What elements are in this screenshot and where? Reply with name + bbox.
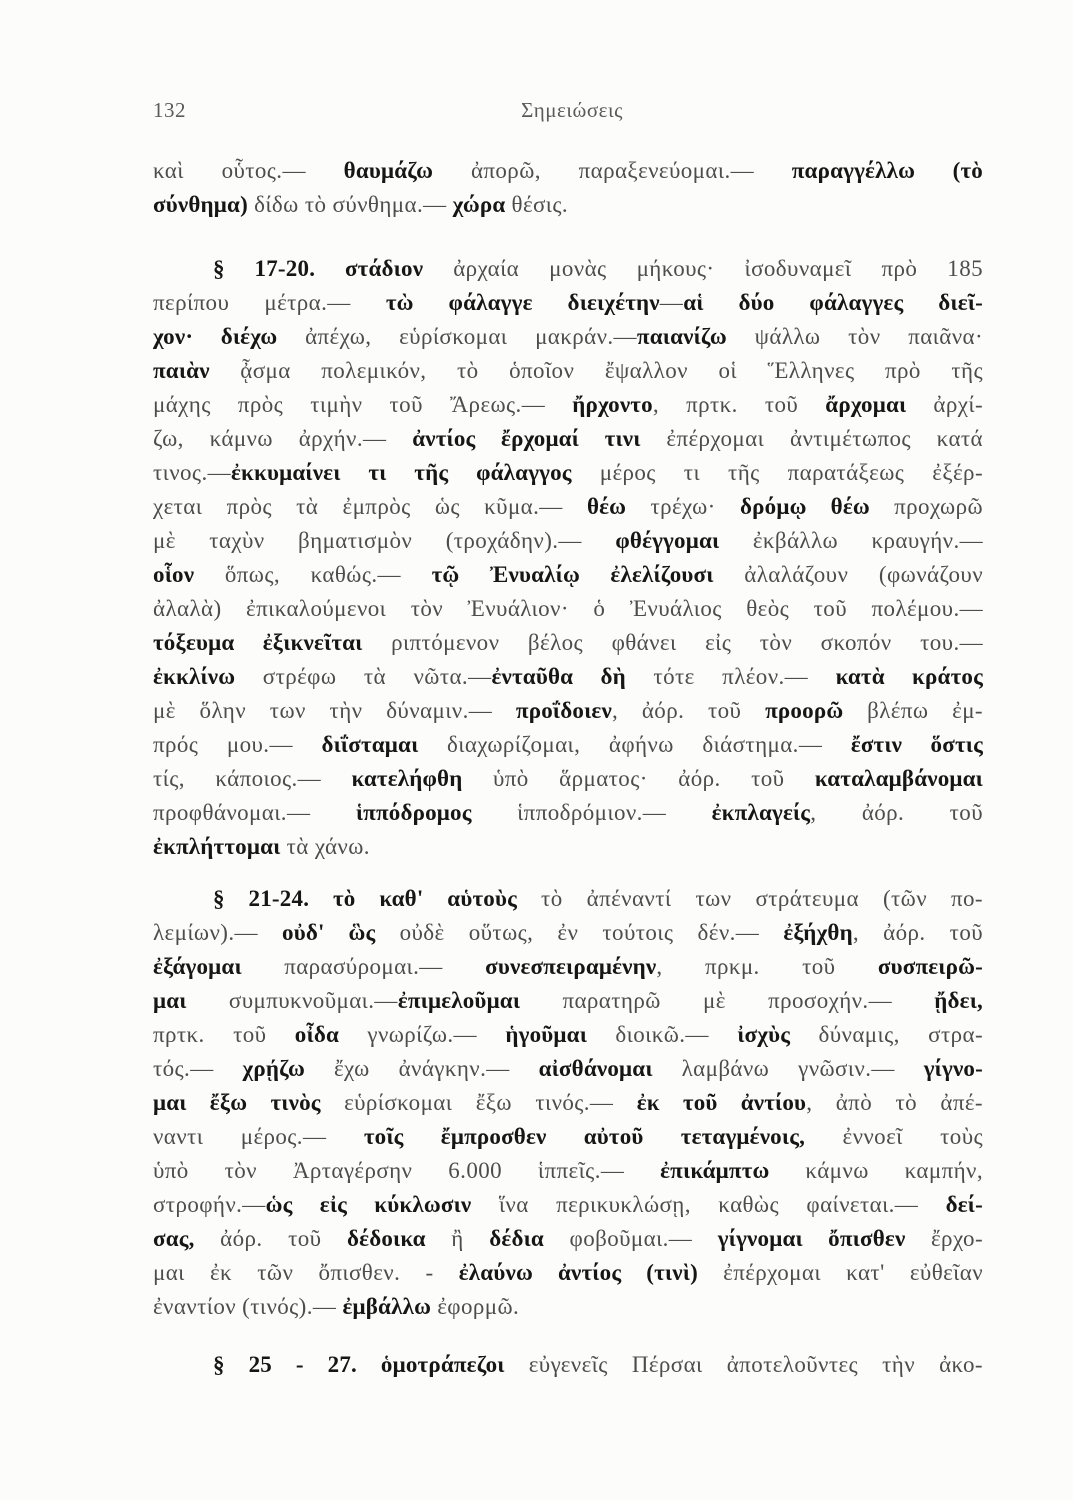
gloss-text: ναντι μέρος.— (153, 1124, 364, 1149)
headword: οὐδ' ὣς (282, 920, 376, 945)
gloss-text: μαι ἐκ τῶν ὄπισθεν. - (153, 1260, 459, 1285)
gloss-text: ἢ (425, 1226, 490, 1251)
headword: μαι (153, 988, 187, 1013)
headword: ἐμβάλλω (342, 1294, 432, 1319)
headword: γίγνομαι ὄπισθεν (717, 1226, 906, 1251)
headword: χον· διέχω (153, 324, 278, 349)
text-line (153, 354, 983, 388)
paragraph (153, 1348, 983, 1382)
gloss-text: οὐδὲ οὕτως, ἐν τούτοις δέν.— (375, 920, 784, 945)
headword: ἐπιμελοῦμαι (397, 988, 521, 1013)
page-number: 132 (153, 98, 186, 122)
paragraph (153, 154, 983, 222)
headword: συνεσπειραμένην (485, 954, 657, 979)
headword: σύνθημα) (153, 192, 248, 217)
gloss-text: , ἀόρ. τοῦ (852, 920, 983, 945)
gloss-text: τότε πλέον.— (625, 664, 836, 689)
gloss-text: ὅπως, καθώς.— (194, 562, 432, 587)
headword: ἐξήχθη (783, 920, 853, 945)
text-line (153, 252, 983, 286)
headword: αἰσθάνομαι (538, 1056, 653, 1081)
text-line (153, 694, 983, 728)
text-line (153, 1086, 983, 1120)
gloss-text: καὶ οὗτος.— (153, 158, 344, 183)
headword: ἤρχοντο (572, 392, 653, 417)
headword: οἷον (153, 562, 195, 587)
headword: διΐσταμαι (321, 732, 419, 757)
headword: § 25 - 27. ὁμοτράπεζοι (213, 1352, 505, 1377)
gloss-text: ἀλαλάζουν (φωνάζουν (713, 562, 983, 587)
gloss-text: , ἀόρ. τοῦ (810, 800, 983, 825)
gloss-text: μάχης πρὸς τιμὴν τοῦ Ἄρεως.— (153, 392, 573, 417)
gloss-text: κάμνω καμπήν, (769, 1158, 983, 1183)
headword: ἰσχὺς (737, 1022, 791, 1047)
gloss-text: τίς, κάποιος.— (153, 766, 352, 791)
gloss-text: ἔρχο- (905, 1226, 983, 1251)
headword: θαυμάζω (343, 158, 434, 183)
text-line (153, 984, 983, 1018)
gloss-text: ζω, κάμνω ἀρχήν.— (153, 426, 413, 451)
gloss-text: λαμβάνω γνῶσιν.— (652, 1056, 924, 1081)
gloss-text: τινος.— (153, 460, 231, 485)
headword: ὡς εἰς κύκλωσιν (265, 1192, 472, 1217)
gloss-text: ψάλλω τὸν παιᾶνα· (726, 324, 983, 349)
headword: παιανίζω (636, 324, 727, 349)
headword: ᾔδει, (934, 988, 983, 1013)
headword: κατὰ κράτος (835, 664, 983, 689)
gloss-text: τὸ ἀπέναντί των στράτευμα (τῶν πο- (517, 886, 983, 911)
text-line (153, 626, 983, 660)
headword: προΐδοιεν (515, 698, 612, 723)
paragraph (153, 252, 983, 864)
headword: τὼ φάλαγγε διειχέτην (385, 290, 660, 315)
gloss-text: μὲ ταχὺν βηματισμὸν (τροχάδην).— (153, 528, 616, 553)
text-line (153, 762, 983, 796)
headword: ἐκπλαγείς (711, 800, 811, 825)
gloss-text: ἐννοεῖ τοὺς (805, 1124, 983, 1149)
text-line (153, 728, 983, 762)
gloss-text: , ἀόρ. τοῦ (611, 698, 766, 723)
headword: δέδια (489, 1226, 544, 1251)
gloss-text: προχωρῶ (869, 494, 983, 519)
headword: συσπειρῶ- (877, 954, 983, 979)
text-line (153, 456, 983, 490)
gloss-text: διαχωρίζομαι, ἀφήνω διάστημα.— (418, 732, 851, 757)
gloss-text: θέσις. (505, 192, 569, 217)
gloss-text: συμπυκνοῦμαι.— (186, 988, 398, 1013)
text-line (153, 1120, 983, 1154)
gloss-text: βλέπω ἐμ- (843, 698, 983, 723)
gloss-text: — (659, 290, 684, 315)
text-line (153, 188, 983, 222)
gloss-text: , πρτκ. τοῦ (652, 392, 826, 417)
text-line (153, 1018, 983, 1052)
text-line (153, 592, 983, 626)
text-line (153, 660, 983, 694)
gloss-text: ἐναντίον (τινός).— (153, 1294, 343, 1319)
gloss-text: μέρος τι τῆς παρατάξεως ἐξέρ- (571, 460, 983, 485)
text-line (153, 154, 983, 188)
gloss-text: ὑπὸ τὸν Ἀρταγέρσην 6.000 ἱππεῖς.— (153, 1158, 661, 1183)
headword: ἐκκυμαίνει τι τῆς φάλαγγος (231, 460, 572, 485)
gloss-text: , πρκμ. τοῦ (656, 954, 878, 979)
text-line (153, 1188, 983, 1222)
gloss-text: δίδω τὸ σύνθημα.— (247, 192, 453, 217)
gloss-text: ἵνα περικυκλώσῃ, καθὼς φαίνεται.— (471, 1192, 946, 1217)
headword: οἶδα (294, 1022, 340, 1047)
headword: ἡγοῦμαι (505, 1022, 588, 1047)
gloss-text: εὐγενεῖς Πέρσαι ἀποτελοῦντες τὴν ἀκο- (504, 1352, 983, 1377)
gloss-text: ἔχω ἀνάγκην.— (305, 1056, 539, 1081)
headword: ἐπικάμπτω (660, 1158, 770, 1183)
gloss-text: εὑρίσκομαι ἔξω τινός.— (320, 1090, 637, 1115)
headword: § 17-20. στάδιον (213, 256, 424, 281)
headword: γίγνο- (923, 1056, 983, 1081)
headword: κατελήφθη (351, 766, 463, 791)
headword: αἱ δύο φάλαγγες διεῖ- (683, 290, 983, 315)
gloss-text: πρός μου.— (153, 732, 322, 757)
headword: παιὰν (153, 358, 210, 383)
gloss-text: φοβοῦμαι.— (543, 1226, 718, 1251)
headword: παραγγέλλω (τὸ (791, 158, 983, 183)
gloss-text: ριπτόμενον βέλος φθάνει εἰς τὸν σκοπόν του.— (362, 630, 983, 655)
headword: χώρα (452, 192, 506, 217)
gloss-text: παρασύρομαι.— (241, 954, 486, 979)
text-line (153, 882, 983, 916)
text-line (153, 320, 983, 354)
headword: τῷ Ἐνυαλίῳ ἐλελίζουσι (431, 562, 714, 587)
gloss-text: ἀπέχω, εὑρίσκομαι μακράν.— (277, 324, 637, 349)
text-line (153, 1052, 983, 1086)
gloss-text: περίπου μέτρα.— (153, 290, 386, 315)
gloss-text: ὑπὸ ἅρματος· ἀόρ. τοῦ (462, 766, 815, 791)
headword: ἐκκλίνω (153, 664, 236, 689)
text-line (153, 796, 983, 830)
gloss-text: ἱπποδρόμιον.— (471, 800, 712, 825)
paragraph (153, 882, 983, 1324)
gloss-text: ἐφορμῶ. (431, 1294, 520, 1319)
gloss-text: ἐπέρχομαι κατ' εὐθεῖαν (697, 1260, 983, 1285)
gloss-text: δύναμις, στρα- (790, 1022, 983, 1047)
gloss-text: γνωρίζω.— (339, 1022, 506, 1047)
text-line (153, 490, 983, 524)
headword: δρόμῳ θέω (739, 494, 870, 519)
text-line (153, 558, 983, 592)
headword: δεί- (945, 1192, 983, 1217)
text-line (153, 950, 983, 984)
headword: χρῄζω (242, 1056, 306, 1081)
gloss-text: λεμίων).— (153, 920, 283, 945)
headword: ἱππόδρομος (355, 800, 472, 825)
text-line (153, 524, 983, 558)
gloss-text: στροφήν.— (153, 1192, 266, 1217)
headword: δέδοικα (347, 1226, 426, 1251)
gloss-text: ἀλαλὰ) ἐπικαλούμενοι τὸν Ἐνυάλιον· ὁ Ἐνυάλιος θεὸς τοῦ πολέμου.— (153, 596, 983, 621)
text-line (153, 286, 983, 320)
headword: καταλαμβάνομαι (814, 766, 983, 791)
headword: τόξευμα ἐξικνεῖται (153, 630, 363, 655)
headword: μαι ἔξω τινὸς (153, 1090, 321, 1115)
headword: ἐκπλήττομαι (153, 834, 281, 859)
headword: ἔστιν ὅστις (850, 732, 983, 757)
headword: ἐνταῦθα δὴ (491, 664, 626, 689)
gloss-text: , ἀπὸ τὸ ἀπέ- (806, 1090, 983, 1115)
headword: ἐκ τοῦ ἀντίου (636, 1090, 807, 1115)
gloss-text: ᾆσμα πολεμικόν, τὸ ὁποῖον ἔψαλλον οἱ Ἕλληνες πρὸ τῆς (209, 358, 983, 383)
headword: φθέγγομαι (615, 528, 720, 553)
gloss-text: ἀπορῶ, παραξενεύομαι.— (433, 158, 792, 183)
text-line (153, 388, 983, 422)
text-line (153, 1256, 983, 1290)
headword: ἐλαύνω ἀντίος (τινὶ) (458, 1260, 698, 1285)
gloss-text: μὲ ὅλην των τὴν δύναμιν.— (153, 698, 516, 723)
gloss-text: τὰ χάνω. (280, 834, 370, 859)
headword: προορῶ (765, 698, 844, 723)
gloss-text: ἐκβάλλω κραυγήν.— (719, 528, 983, 553)
notes-text-block (153, 154, 983, 1382)
gloss-text: ἀρχαία μονὰς μήκους· ἰσοδυναμεῖ πρὸ 185 (423, 256, 983, 281)
running-head (153, 96, 983, 124)
headword: ἀντίος ἔρχομαί τινι (412, 426, 641, 451)
text-line (153, 1348, 983, 1382)
headword: σας, (153, 1226, 195, 1251)
gloss-text: στρέφω τὰ νῶτα.— (235, 664, 492, 689)
headword: ἄρχομαι (825, 392, 907, 417)
headword: ἐξάγομαι (153, 954, 242, 979)
headword: § 21-24. τὸ καθ' αὑτοὺς (213, 886, 518, 911)
gloss-text: παρατηρῶ μὲ προσοχήν.— (520, 988, 935, 1013)
text-line (153, 1222, 983, 1256)
gloss-text: τός.— (153, 1056, 243, 1081)
gloss-text: πρτκ. τοῦ (153, 1022, 295, 1047)
text-line (153, 830, 983, 864)
gloss-text: τρέχω· (626, 494, 740, 519)
running-title: Σημειώσεις (521, 98, 623, 122)
headword: τοῖς ἔμπροσθεν αὐτοῦ τεταγμένοις, (363, 1124, 806, 1149)
gloss-text: ἀρχί- (906, 392, 983, 417)
gloss-text: ἀόρ. τοῦ (194, 1226, 348, 1251)
gloss-text: χεται πρὸς τὰ ἐμπρὸς ὡς κῦμα.— (153, 494, 587, 519)
gloss-text: προφθάνομαι.— (153, 800, 356, 825)
headword: θέω (586, 494, 627, 519)
text-line (153, 422, 983, 456)
text-line (153, 916, 983, 950)
gloss-text: διοικῶ.— (587, 1022, 738, 1047)
gloss-text: ἐπέρχομαι ἀντιμέτωπος κατά (640, 426, 983, 451)
text-line (153, 1290, 983, 1324)
text-line (153, 1154, 983, 1188)
